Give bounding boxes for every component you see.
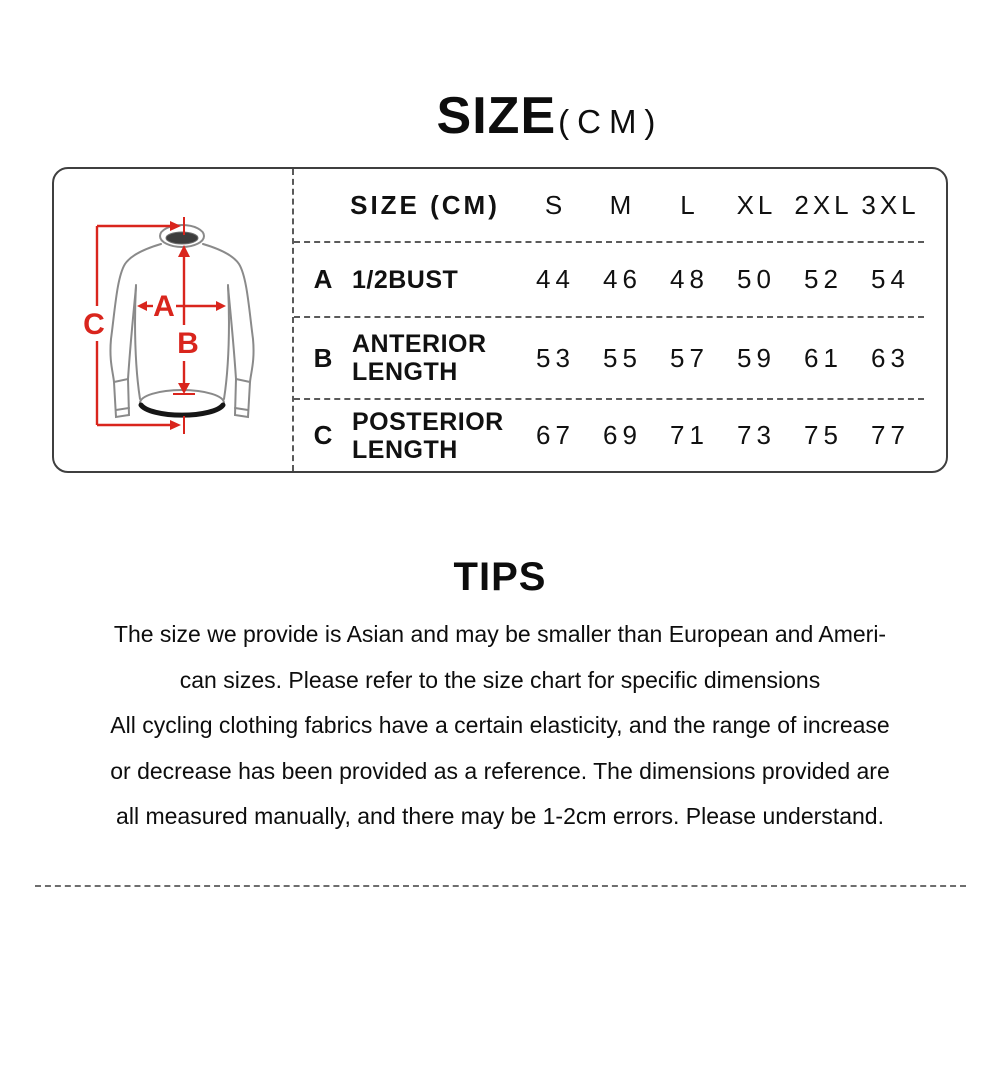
size-col-l: L bbox=[680, 189, 699, 220]
cell-value: 73 bbox=[737, 420, 776, 450]
size-table-header-label: SIZE (CM) bbox=[350, 189, 500, 220]
size-col-s: S bbox=[544, 189, 567, 220]
size-chart-panel bbox=[52, 167, 948, 473]
table-row-bust bbox=[294, 243, 924, 318]
cell-value: 50 bbox=[737, 264, 776, 294]
tips-line: or decrease has been provided as a reference. The dimensions provided are bbox=[110, 757, 890, 784]
row-label: ANTERIOR LENGTH bbox=[352, 330, 487, 386]
cell-value: 55 bbox=[603, 342, 642, 373]
row-key: C bbox=[313, 420, 333, 450]
size-col-m: M bbox=[609, 189, 636, 220]
tips-heading: TIPS bbox=[453, 555, 547, 599]
size-col-xl: XL bbox=[736, 189, 777, 220]
jersey-measurement-diagram bbox=[54, 169, 292, 471]
cell-value: 59 bbox=[737, 342, 776, 373]
cell-value: 77 bbox=[871, 420, 910, 450]
page-title-unit: (CM) bbox=[558, 103, 664, 140]
tips-paragraph bbox=[0, 612, 1000, 840]
jersey-illustration bbox=[54, 169, 292, 471]
cell-value: 53 bbox=[536, 342, 575, 373]
cell-value: 75 bbox=[804, 420, 843, 450]
cell-value: 67 bbox=[536, 420, 575, 450]
cell-value: 69 bbox=[603, 420, 642, 450]
tips-line: All cycling clothing fabrics have a certain elasticity, and the range of increase bbox=[110, 712, 890, 738]
measure-label-b: B bbox=[177, 327, 199, 360]
size-col-2xl: 2XL bbox=[794, 189, 853, 220]
tips-line: all measured manually, and there may be 1-2cm errors. Please understand. bbox=[116, 803, 884, 829]
cell-value: 63 bbox=[871, 342, 910, 373]
page-title bbox=[0, 86, 1000, 146]
cell-value: 61 bbox=[804, 342, 843, 373]
page-title-main: SIZE bbox=[436, 87, 557, 145]
tips-line: can sizes. Please refer to the size chart for specific dimensions bbox=[179, 666, 821, 693]
tips-line: The size we provide is Asian and may be smaller than European and Ameri- bbox=[113, 621, 887, 647]
size-col-3xl: 3XL bbox=[861, 189, 920, 220]
row-label: POSTERIOR LENGTH bbox=[352, 407, 504, 464]
table-row-posterior-length bbox=[294, 400, 924, 471]
bottom-dashed-divider bbox=[35, 885, 966, 887]
measure-label-a: A bbox=[153, 290, 175, 323]
row-key: A bbox=[313, 264, 333, 294]
measure-label-c: C bbox=[83, 308, 105, 341]
cell-value: 57 bbox=[670, 342, 709, 373]
size-table-header-row bbox=[294, 169, 924, 243]
row-label: 1/2BUST bbox=[352, 265, 459, 294]
cell-value: 71 bbox=[670, 420, 709, 450]
size-table bbox=[292, 169, 946, 471]
jersey-collar bbox=[160, 225, 204, 247]
cell-value: 44 bbox=[536, 264, 575, 294]
cell-value: 54 bbox=[871, 264, 910, 294]
row-key: B bbox=[313, 342, 333, 373]
cell-value: 46 bbox=[603, 264, 642, 294]
cell-value: 48 bbox=[670, 264, 709, 294]
table-row-anterior-length bbox=[294, 318, 924, 400]
cell-value: 52 bbox=[804, 264, 843, 294]
